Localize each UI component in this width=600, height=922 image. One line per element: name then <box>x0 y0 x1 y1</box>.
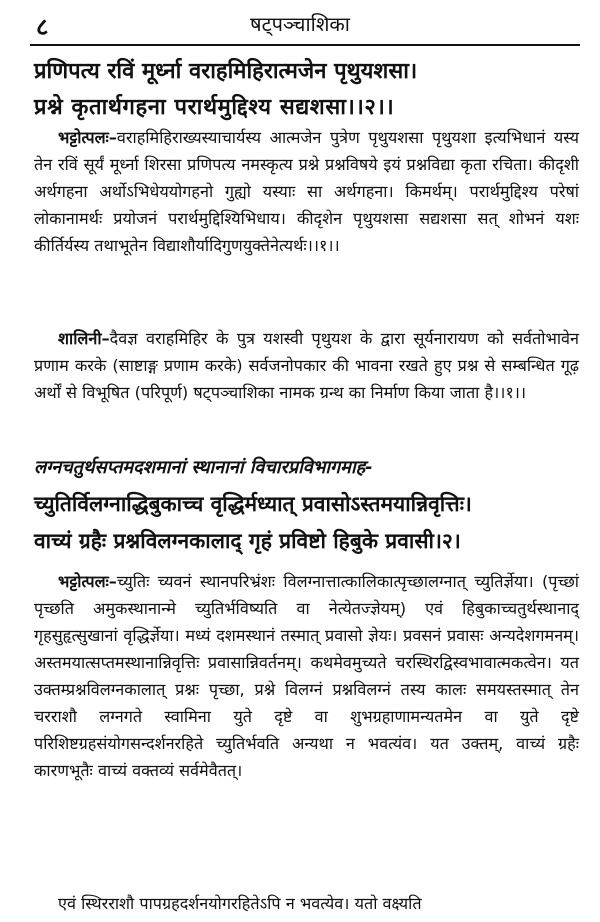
verse-2-introduction: लग्नचतुर्थसप्तमदशमानां स्थानानां विचारप्रविभागमाह- <box>34 457 373 478</box>
verse-1-line-2: प्रश्ने कृतार्थगहना परार्थमुद्दिश्य सद्यशसा।।२।। <box>34 95 395 120</box>
continuation-line: एवं स्थिरराशौ पापग्रहदर्शनयोगरहितेऽपि न भवत्येव। यतो वक्ष्यति <box>58 894 422 913</box>
commentary-text: च्युतिः च्यवनं स्थानपरिभ्रंशः विलग्नात्तात्कालिकात्पृच्छालग्नात् च्युतिर्ज्ञेया। (पृच्छां पृच्छति अमुकस्थानान्मे च्युतिर्भविष्यति वा नेत्येतज्ज्ञेयम्) एवं हिबुकाच्चतुर्थस्थानाद् गृहसुहृत्सुखानां वृद्धिर्ज्ञेया। मध्यं दशमस्थानं तस्मात् प्रवासो ज्ञेयः। प्रवसनं प्रवासः अन्यदेशगमनम्। अस्तमयात्सप्तमस्थानान्निवृत्तिः प्रवासान्निवर्तनम्। कथमेवमुच्यते चरस्थिरद्विस्वभावात्मकत्वेन। यत उक्तम्प्रश्नविलग्नकालात् प्रश्नः पृच्छा, प्रश्ने विलग्नं प्रश्नविलग्नं तस्य कालः समयस्तस्मात् तेन चरराशौ लग्नगते स्वामिना युते दृष्टे वा शुभग्रहाणामन्यतमेन वा युते दृष्टे परिशिष्टग्रहसंयोगसन्दर्शनरहिते च्युतिर्भवति अन्यथा न भवत्यंव। यत उक्तम्, वाच्यं ग्रहैः कारणभूतैः वाच्यं वक्तव्यं सर्वमेवैतत्। <box>34 572 579 780</box>
verse-2-line-1: च्युतिर्विलग्नाद्धिबुकाच्च वृद्धिर्मध्यात् प्रवासोऽस्तमयान्निवृत्तिः। <box>34 492 472 516</box>
verse-1-line-1: प्रणिपत्य रविं मूर्ध्ना वराहमिहिरात्मजेन पृथुयशसा। <box>34 59 418 84</box>
commentary-label: शालिनी– <box>58 329 110 348</box>
verse-2-line-2: वाच्यं ग्रहैः प्रश्नविलग्नकालाद् गृहं प्रविष्टो हिबुके प्रवासी।२। <box>34 529 461 553</box>
commentary-shalini <box>34 325 579 406</box>
commentary-bhattotpala-1 <box>34 124 579 259</box>
header-rule <box>30 44 580 46</box>
running-title: षट्पञ्चाशिका <box>250 12 350 36</box>
commentary-text: वराहमिहिराख्यस्याचार्यस्य आत्मजेन पुत्रेण पृथुयशसा पृथुयशा इत्यभिधानं यस्य तेन रविं सूर्यं मूर्ध्ना शिरसा प्रणिपत्य नमस्कृत्य प्रश्ने प्रश्नविषये इयं प्रश्नविद्या कृता रचिता। कीदृशी अर्थगहना अर्थोऽभिधेययोगहनो गुह्यो यस्याः सा अर्थगहना। किमर्थम्। परार्थमुद्दिश्य परेषां लोकानामर्थः प्रयोजनं परार्थमुद्दिश्यिभिधाय। कीदृशेन पृथुयशसा सद्यशसा सत् शोभनं यशः कीर्तिर्यस्य तथाभूतेन विद्याशौर्यादिगुणयुक्तेनेत्यर्थः।।१।। <box>34 128 579 255</box>
page-header <box>0 4 600 44</box>
commentary-text: दैवज्ञ वराहमिहिर के पुत्र यशस्वी पृथुयश के द्वारा सूर्यनारायण को सर्वतोभावेन प्रणाम करके (साष्टाङ्ग प्रणाम करके) सर्वजनोपकार की भावना रखते हुए प्रश्न से सम्बन्धित गूढ़ अर्थों से विभूषित (परिपूर्ण) षट्पञ्चाशिका नामक ग्रन्थ का निर्माण किया जाता है।।१।। <box>34 329 579 402</box>
commentary-bhattotpala-2 <box>34 568 579 784</box>
commentary-label: भट्टोत्पलः– <box>58 572 117 591</box>
page-number: ८ <box>36 13 49 41</box>
commentary-label: भट्टोत्पलः– <box>58 128 117 147</box>
